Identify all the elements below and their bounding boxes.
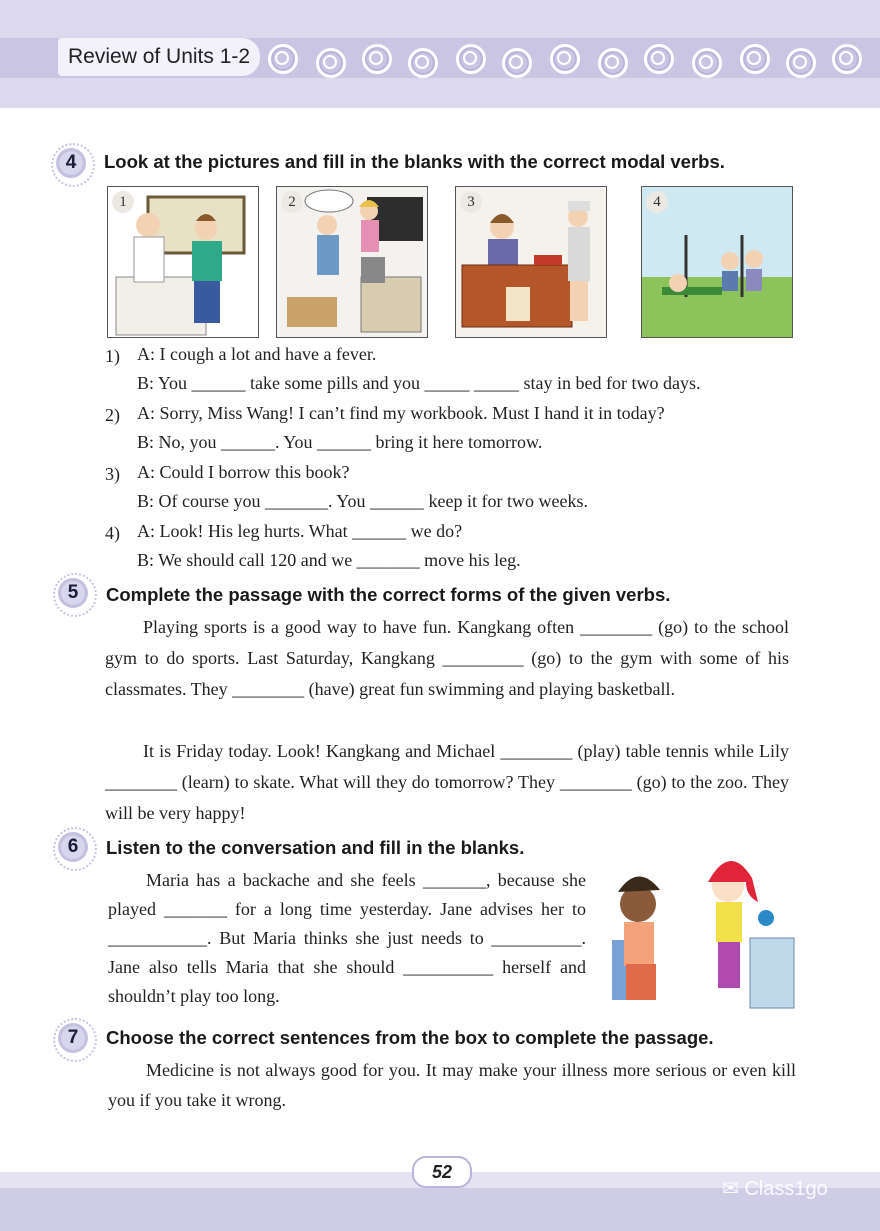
ring-icon [740, 44, 770, 74]
passage-paragraph-2: It is Friday today. Look! Kangkang and Michael ________ (play) table tennis while Lily ________ (learn) to skate. What will they do tomorrow? They ________ (go) to the zoo. They will be very happy! [105, 741, 789, 823]
picture-1-doctor [107, 186, 259, 338]
question-line-b: B: You ______ take some pills and you _____ _____ stay in bed for two days. [137, 373, 701, 393]
page-number: 52 [412, 1156, 472, 1188]
ring-icon [316, 48, 346, 78]
picture-4-playground [641, 186, 793, 338]
ring-icon [362, 44, 392, 74]
passage-paragraph: Medicine is not always good for you. It may make your illness more serious or even kill you if you take it wrong. [108, 1060, 796, 1110]
question-number: 4) [105, 523, 120, 543]
section-heading: Listen to the conversation and fill in the blanks. [106, 837, 525, 858]
question-line-a: A: I cough a lot and have a fever. [137, 344, 377, 364]
picture-number: 1 [112, 191, 134, 213]
ring-icon [786, 48, 816, 78]
ring-icon [408, 48, 438, 78]
ring-icon [832, 44, 862, 74]
section-heading: Look at the pictures and fill in the blanks with the correct modal verbs. [104, 151, 725, 172]
picture-number: 2 [281, 191, 303, 213]
section-number-badge: 4 [56, 148, 86, 178]
section-heading: Complete the passage with the correct forms of the given verbs. [106, 584, 671, 605]
ring-icon [598, 48, 628, 78]
passage-paragraph-1: Playing sports is a good way to have fun. Kangkang often ________ (go) to the school gym to do sports. Last Saturday, Kangkang _________ (go) to the gym with some of his classmates. They ________ (have) great fun swimming and playing basketball. [105, 617, 789, 699]
ring-icon [550, 44, 580, 74]
listening-passage: Maria has a backache and she feels _______, because she played _______ for a long time yesterday. Jane advises her to ___________. But Maria thinks she just needs to __________. Jane also tells Maria that she should __________ herself and shouldn’t play too long. [108, 870, 586, 1006]
question-line-a: A: Could I borrow this book? [137, 462, 350, 482]
unit-title: Review of Units 1-2 [58, 38, 260, 76]
question-line-b: B: We should call 120 and we _______ move his leg. [137, 550, 521, 570]
picture-number: 4 [646, 191, 668, 213]
question-number: 2) [105, 405, 120, 425]
ring-icon [456, 44, 486, 74]
question-line-b: B: No, you ______. You ______ bring it here tomorrow. [137, 432, 543, 452]
section-number-badge: 5 [58, 578, 88, 608]
picture-3-library [455, 186, 607, 338]
section-number-badge: 7 [58, 1023, 88, 1053]
question-number: 1) [105, 346, 120, 366]
section-heading: Choose the correct sentences from the box to complete the passage. [106, 1027, 714, 1048]
ring-icon [692, 48, 722, 78]
question-line-a: A: Sorry, Miss Wang! I can’t find my workbook. Must I hand it in today? [137, 403, 665, 423]
question-number: 3) [105, 464, 120, 484]
chat-bubble-icon: ✉ [722, 1178, 739, 1200]
picture-number: 3 [460, 191, 482, 213]
section-number-badge: 6 [58, 832, 88, 862]
question-line-b: B: Of course you _______. You ______ keep it for two weeks. [137, 491, 588, 511]
watermark [722, 1176, 828, 1201]
girls-illustration [604, 852, 800, 1016]
watermark-text: Class1go [744, 1178, 828, 1200]
ring-icon [268, 44, 298, 74]
ring-icon [502, 48, 532, 78]
question-line-a: A: Look! His leg hurts. What ______ we do? [137, 521, 463, 541]
picture-2-classroom [276, 186, 428, 338]
ring-icon [644, 44, 674, 74]
